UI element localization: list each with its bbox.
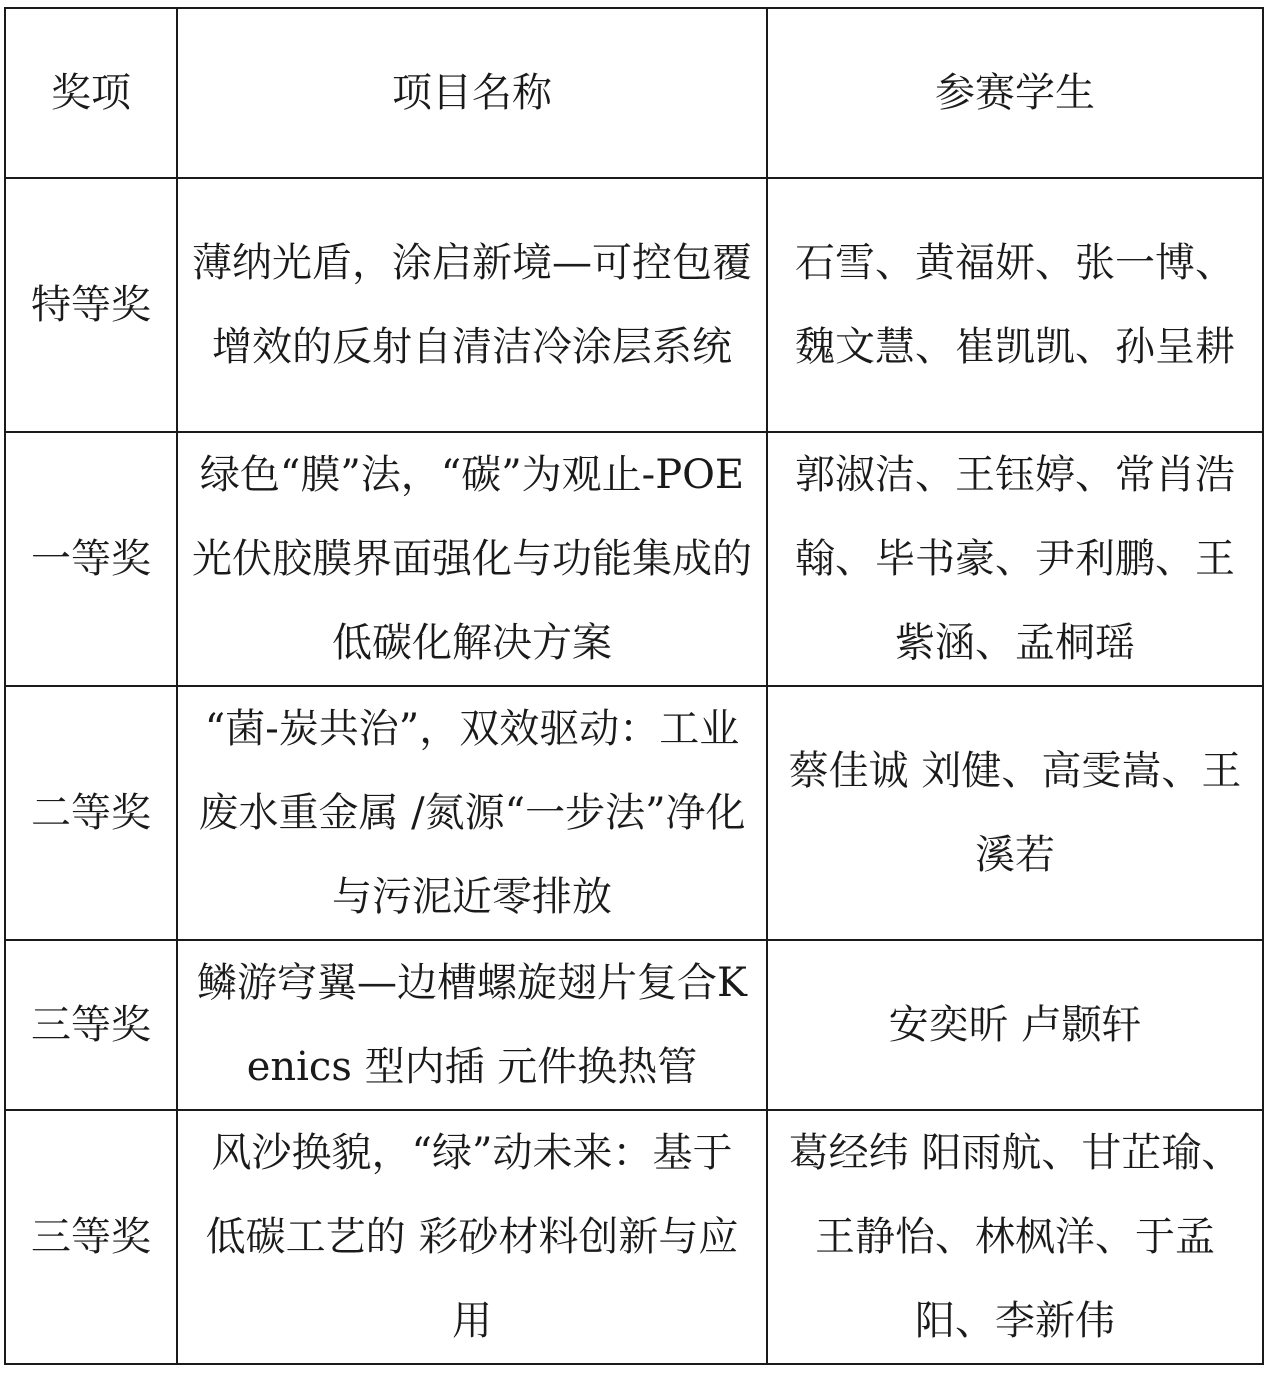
award-cell: 二等奖	[5, 686, 177, 940]
project-name-cell: “菌-炭共治”，双效驱动：工业废水重金属 /氮源“一步法”净化与污泥近零排放	[177, 686, 767, 940]
project-name-cell: 风沙换貌，“绿”动未来：基于低碳工艺的 彩砂材料创新与应用	[177, 1110, 767, 1364]
awards-table	[4, 7, 1264, 1365]
project-name-cell: 鳞游穹翼—边槽螺旋翅片复合Kenics 型内插 元件换热管	[177, 940, 767, 1110]
award-cell: 一等奖	[5, 432, 177, 686]
header-students: 参赛学生	[767, 8, 1263, 178]
students-cell: 石雪、黄福妍、张一博、魏文慧、崔凯凯、孙呈耕	[767, 178, 1263, 432]
header-project-name: 项目名称	[177, 8, 767, 178]
project-name-cell: 绿色“膜”法，“碳”为观止-POE光伏胶膜界面强化与功能集成的低碳化解决方案	[177, 432, 767, 686]
table-row	[5, 178, 1263, 432]
table-row	[5, 432, 1263, 686]
award-cell: 三等奖	[5, 940, 177, 1110]
header-award: 奖项	[5, 8, 177, 178]
table-header-row	[5, 8, 1263, 178]
award-cell: 三等奖	[5, 1110, 177, 1364]
students-cell: 葛经纬 阳雨航、甘芷瑜、王静怡、林枫洋、于孟阳、李新伟	[767, 1110, 1263, 1364]
table-row	[5, 940, 1263, 1110]
students-cell: 安奕昕 卢颢轩	[767, 940, 1263, 1110]
project-name-cell: 薄纳光盾，涂启新境—可控包覆增效的反射自清洁冷涂层系统	[177, 178, 767, 432]
award-cell: 特等奖	[5, 178, 177, 432]
students-cell: 郭淑洁、王钰婷、常肖浩翰、毕书豪、尹利鹏、王紫涵、孟桐瑶	[767, 432, 1263, 686]
table-row	[5, 686, 1263, 940]
table-row	[5, 1110, 1263, 1364]
students-cell: 蔡佳诚 刘健、高雯嵩、王溪若	[767, 686, 1263, 940]
